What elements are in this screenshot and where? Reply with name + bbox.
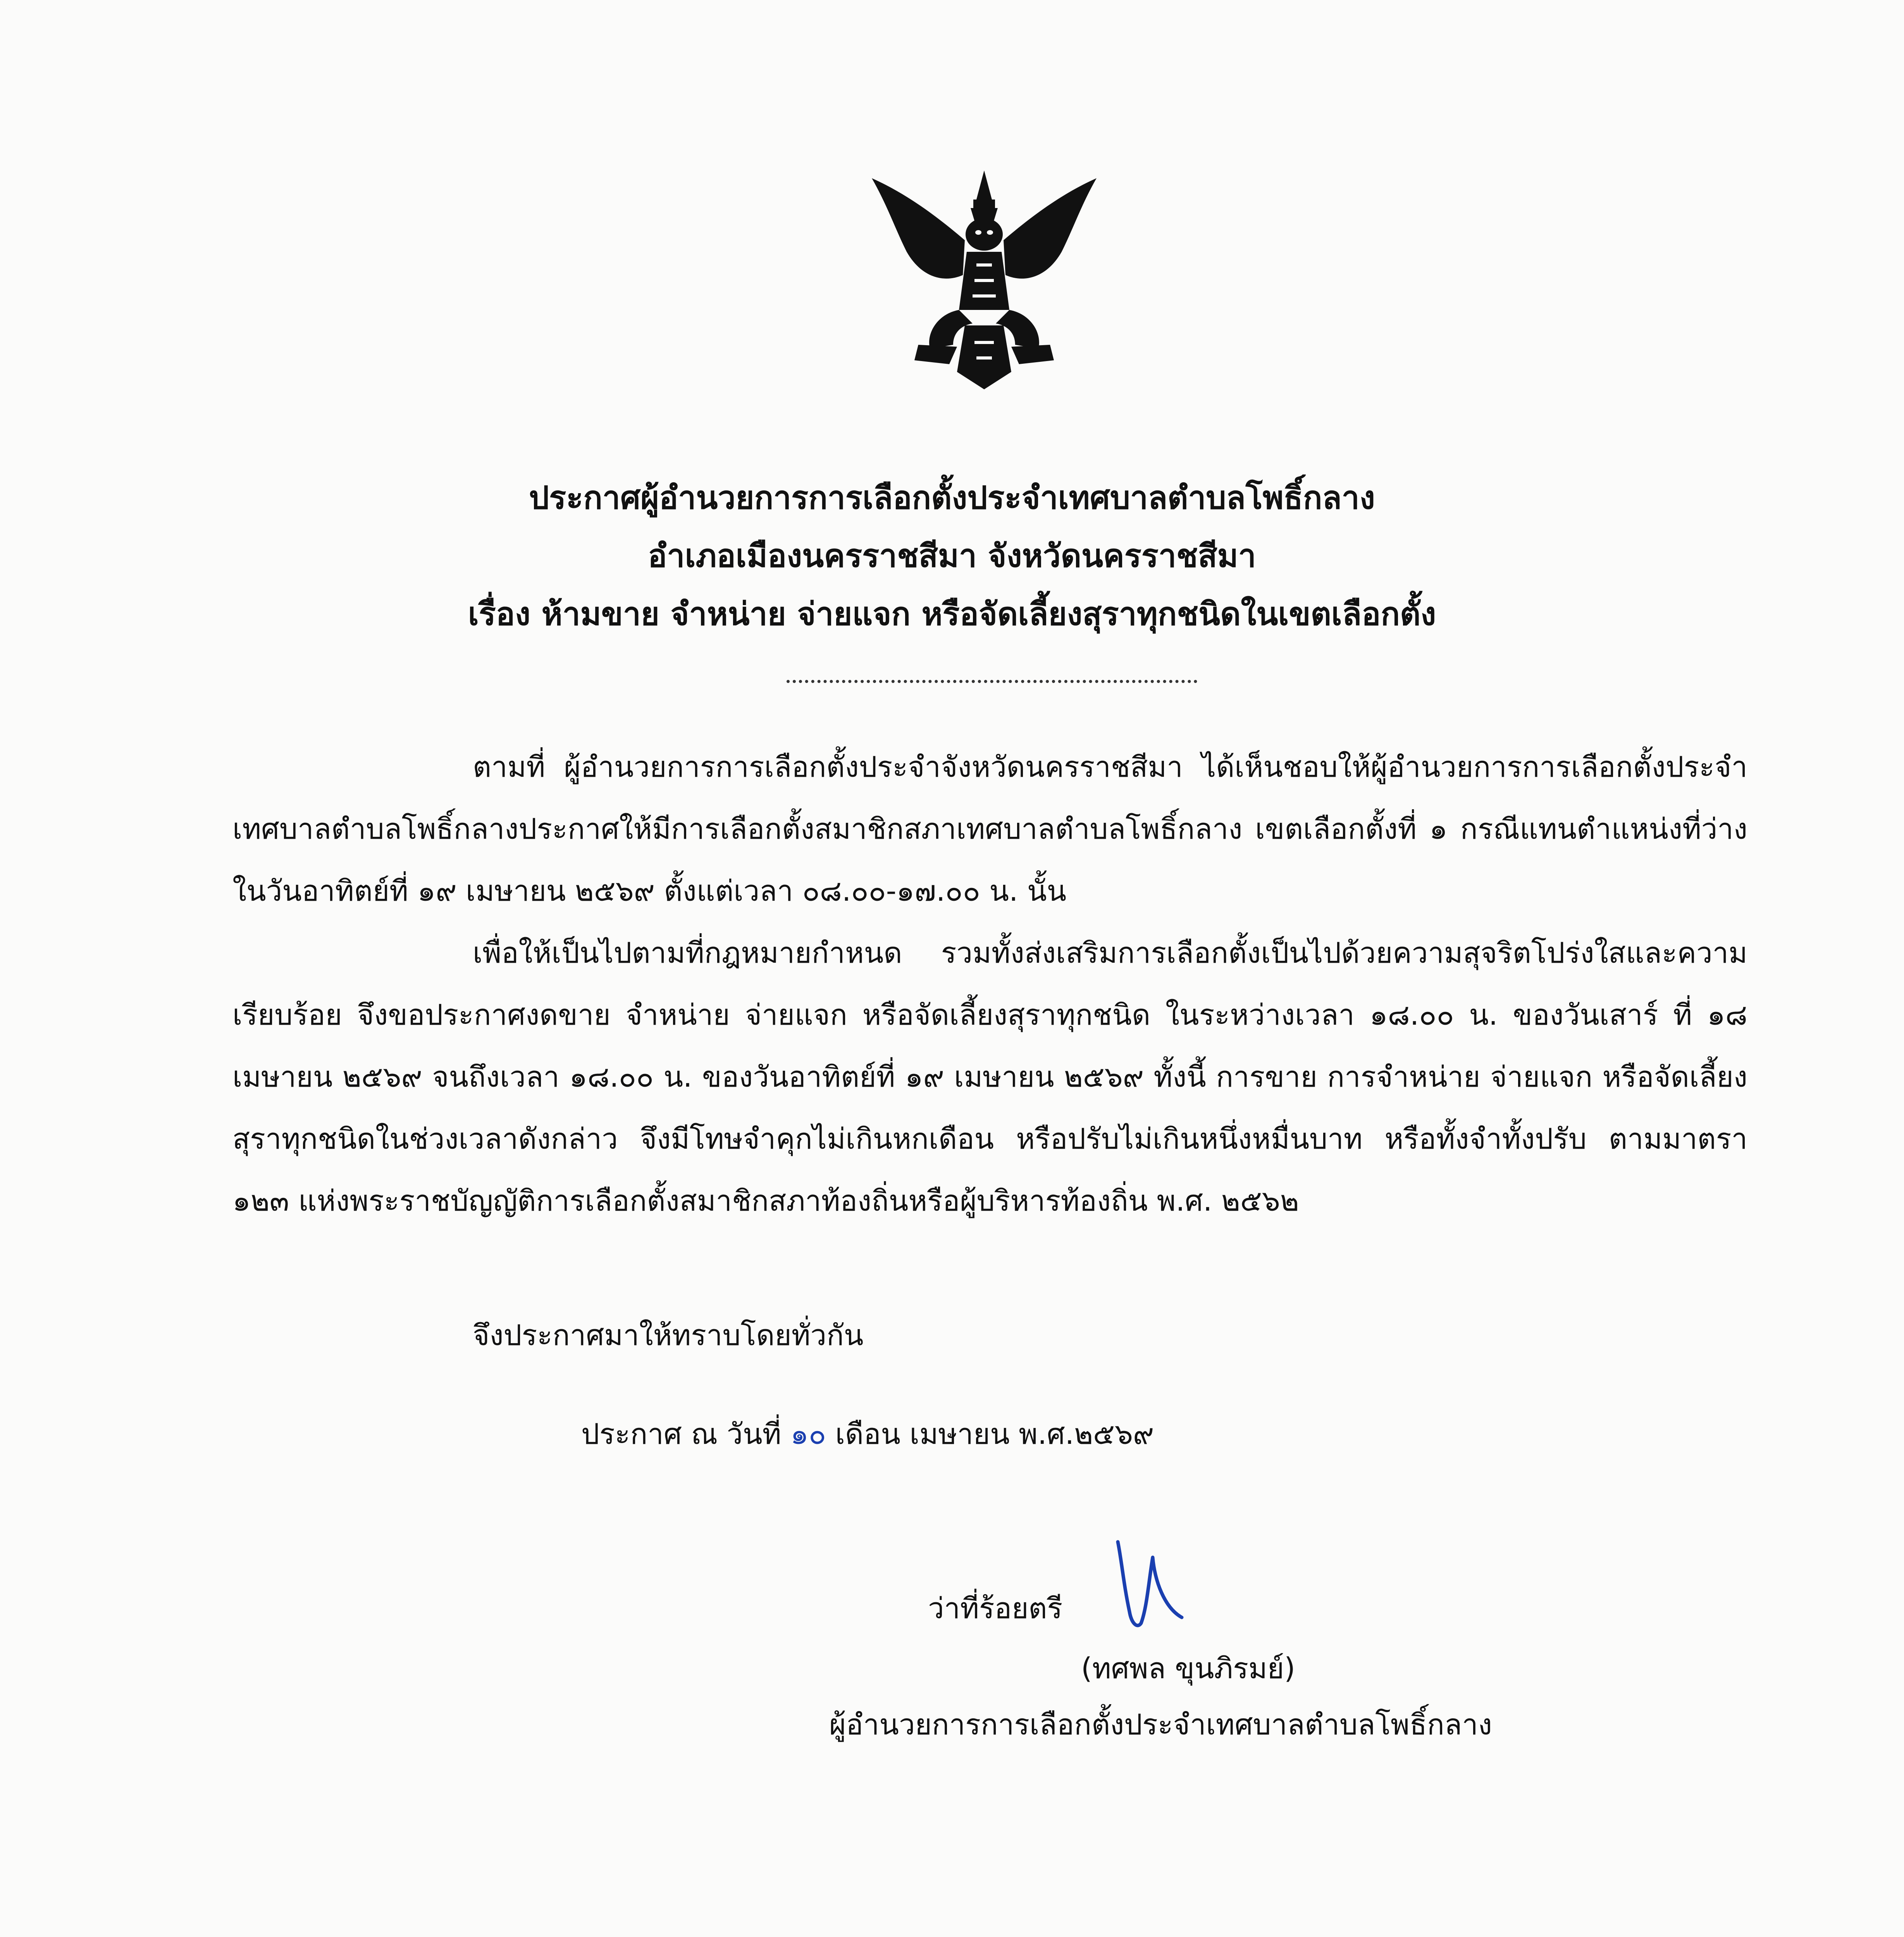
signature-icon	[1106, 1534, 1188, 1635]
signer-name: (ทศพล ขุนภิรมย์)	[1081, 1652, 1295, 1685]
garuda-emblem-icon	[860, 163, 1108, 395]
announcement-title: ประกาศผู้อำนวยการการเลือกตั้งประจำเทศบาลตำบลโพธิ์กลาง	[529, 480, 1375, 516]
date-day: ๑๐	[790, 1417, 826, 1451]
announcement-subject: เรื่อง ห้ามขาย จำหน่าย จ่ายแจก หรือจัดเลี้ยงสุราทุกชนิดในเขตเลือกตั้ง	[468, 596, 1436, 633]
date-suffix: เดือน เมษายน พ.ศ.๒๕๖๙	[835, 1417, 1154, 1451]
closing-line: จึงประกาศมาให้ทราบโดยทั่วกัน	[473, 1319, 864, 1352]
body-paragraph-2: เพื่อให้เป็นไปตามที่กฎหมายกำหนด รวมทั้งส่งเสริมการเลือกตั้งเป็นไปด้วยความสุจริตโปร่งใสและความเรียบร้อย จึงขอประกาศงดขาย จำหน่าย จ่ายแจก หรือจัดเลี้ยงสุราทุกชนิด ในระหว่างเวลา ๑๘.๐๐ น. ของวันเสาร์ ที่ ๑๘ เมษายน ๒๕๖๙ จนถึงเวลา ๑๘.๐๐ น. ของวันอาทิตย์ที่ ๑๙ เมษายน ๒๕๖๙ ทั้งนี้ การขาย การจำหน่าย จ่ายแจก หรือจัดเลี้ยงสุราทุกชนิดในช่วงเวลาดังกล่าว จึงมีโทษจำคุกไม่เกินหกเดือน หรือปรับไม่เกินหนึ่งหมื่นบาท หรือทั้งจำทั้งปรับ ตามมาตรา ๑๒๓ แห่งพระราชบัญญัติการเลือกตั้งสมาชิกสภาท้องถิ่นหรือผู้บริหารท้องถิ่น พ.ศ. ๒๕๖๒	[232, 936, 1747, 1218]
signer-rank: ว่าที่ร้อยตรี	[928, 1592, 1063, 1625]
signer-position: ผู้อำนวยการการเลือกตั้งประจำเทศบาลตำบลโพธิ์กลาง	[829, 1708, 1492, 1741]
dotted-divider	[787, 680, 1197, 683]
date-prefix: ประกาศ ณ วันที่	[581, 1417, 782, 1451]
announcement-location: อำเภอเมืองนครราชสีมา จังหวัดนครราชสีมา	[648, 538, 1256, 575]
body-paragraph-1: ตามที่ ผู้อำนวยการการเลือกตั้งประจำจังหวัดนครราชสีมา ได้เห็นชอบให้ผู้อำนวยการการเลือกตั้งประจำเทศบาลตำบลโพธิ์กลางประกาศให้มีการเลือกตั้งสมาชิกสภาเทศบาลตำบลโพธิ์กลาง เขตเลือกตั้งที่ ๑ กรณีแทนตำแหน่งที่ว่าง ในวันอาทิตย์ที่ ๑๙ เมษายน ๒๕๖๙ ตั้งแต่เวลา ๐๘.๐๐-๑๗.๐๐ น. นั้น	[232, 750, 1747, 908]
announcement-date	[581, 1417, 1154, 1451]
